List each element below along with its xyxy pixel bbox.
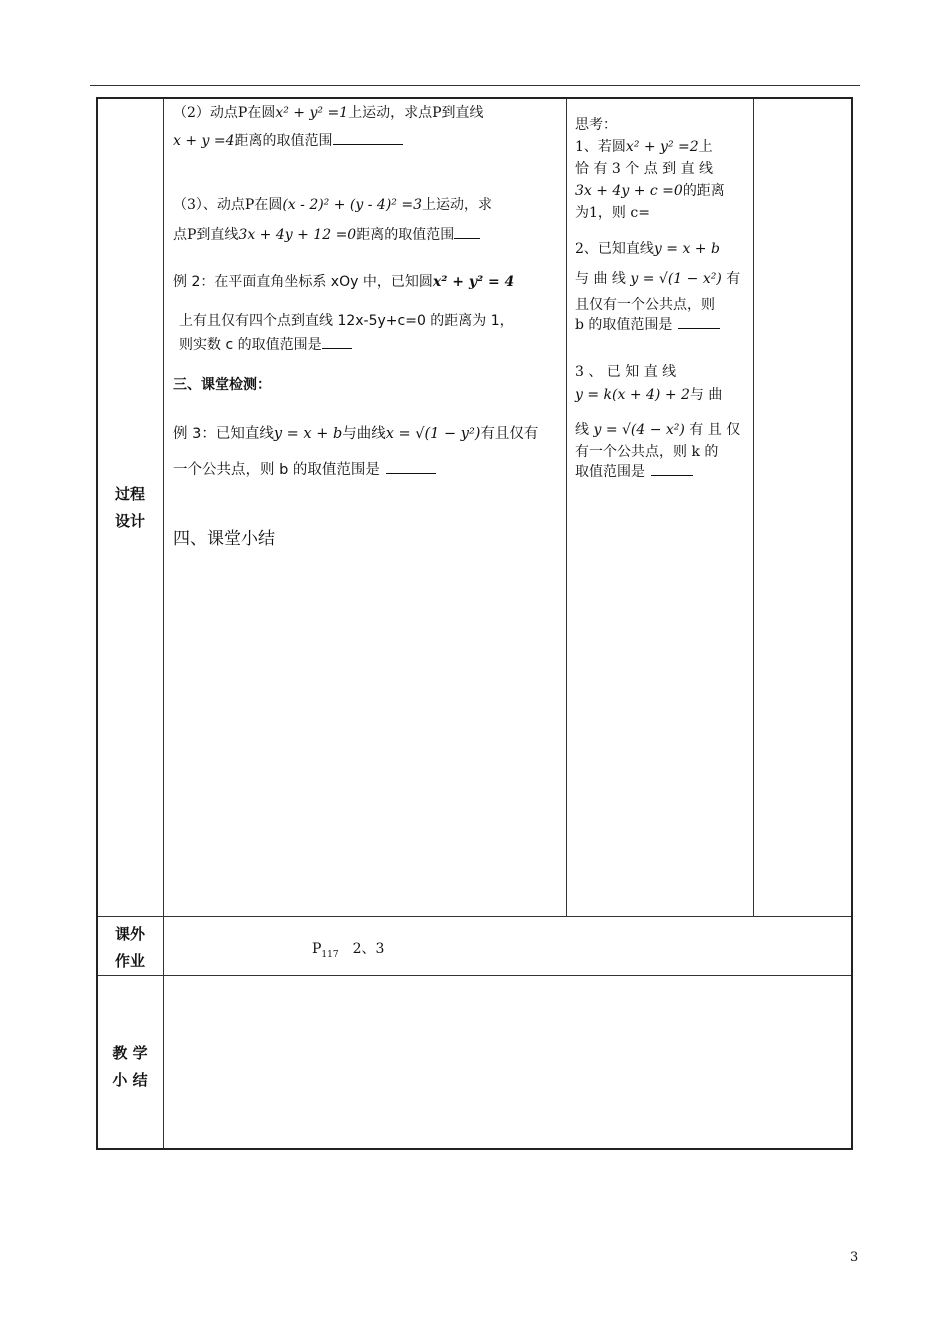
side-q2-line-4: b 的取值范围是 bbox=[575, 313, 720, 337]
side-q1-line-3: 3x + 4y + c =0的距离 bbox=[575, 183, 725, 199]
example-2-line-2: 上有且仅有四个点到直线 12x-5y+c=0 的距离为 1， bbox=[179, 313, 514, 329]
lesson-plan-table bbox=[96, 97, 853, 1150]
side-q3-line-2: y = k(x + 4) + 2与 曲 bbox=[575, 387, 723, 403]
example-3-line-2: 一个公共点，则 b 的取值范围是 bbox=[173, 458, 436, 482]
side-q1-line-2: 恰 有 3 个 点 到 直 线 bbox=[575, 161, 714, 177]
side-q3-line-4: 有一个公共点，则 k 的 bbox=[575, 444, 719, 460]
side-q3-line-5: 取值范围是 bbox=[575, 460, 693, 484]
answer-blank bbox=[678, 314, 720, 329]
side-q3-line-1: 3 、 已 知 直 线 bbox=[575, 364, 677, 380]
header-rule bbox=[90, 85, 860, 86]
side-title: 思考： bbox=[575, 117, 617, 133]
page-number: 3 bbox=[850, 1250, 859, 1265]
side-column-divider bbox=[753, 99, 754, 916]
side-q1-line-4: 为1，则 c= bbox=[575, 205, 650, 221]
answer-blank bbox=[651, 461, 693, 476]
answer-blank bbox=[454, 224, 480, 239]
side-q1-line-1: 1、若圆x² + y² =2上 bbox=[575, 139, 713, 155]
example-3-line-1: 例 3：已知直线y = x + b与曲线x = √(1 − y²)有且仅有 bbox=[173, 426, 539, 442]
example-2-line-1: 例 2：在平面直角坐标系 xOy 中，已知圆x² + y² = 4 bbox=[173, 274, 515, 290]
answer-blank bbox=[386, 459, 436, 474]
problem-3-line-1: （3）、动点P在圆(x - 2)² + (y - 4)² =3上运动，求 bbox=[173, 197, 492, 213]
row-label-homework: 课外 作业 bbox=[114, 925, 145, 970]
problem-2-line-1: （2）动点P在圆x² + y² =1上运动，求点P到直线 bbox=[173, 105, 484, 121]
answer-blank bbox=[333, 130, 403, 145]
example-2-line-3: 则实数 c 的取值范围是 bbox=[179, 333, 352, 357]
homework-text: $P_{117}$ 2、3 bbox=[312, 941, 385, 960]
side-q3-line-3: 线 y = √(4 − x²) 有 且 仅 bbox=[575, 422, 741, 438]
main-column-divider bbox=[566, 99, 567, 916]
row-label-process-design: 过程 设计 bbox=[114, 485, 145, 530]
answer-blank bbox=[322, 334, 352, 349]
side-q2-line-2: 与 曲 线 y = √(1 − x²) 有 bbox=[575, 271, 741, 287]
side-q2-line-3: 且仅有一个公共点，则 bbox=[575, 297, 715, 313]
row-label-summary: 教 学 小 结 bbox=[112, 1044, 148, 1089]
section-lesson-summary: 四、课堂小结 bbox=[173, 529, 275, 549]
label-column-divider bbox=[163, 99, 164, 1148]
row-divider-2 bbox=[98, 975, 851, 976]
section-classroom-test: 三、课堂检测： bbox=[173, 377, 271, 393]
row-divider-1 bbox=[98, 916, 851, 917]
problem-3-line-2: 点P到直线3x + 4y + 12 =0距离的取值范围 bbox=[173, 223, 480, 247]
side-q2-line-1: 2、已知直线y = x + b bbox=[575, 241, 720, 257]
problem-2-line-2: x + y =4距离的取值范围 bbox=[173, 129, 403, 153]
